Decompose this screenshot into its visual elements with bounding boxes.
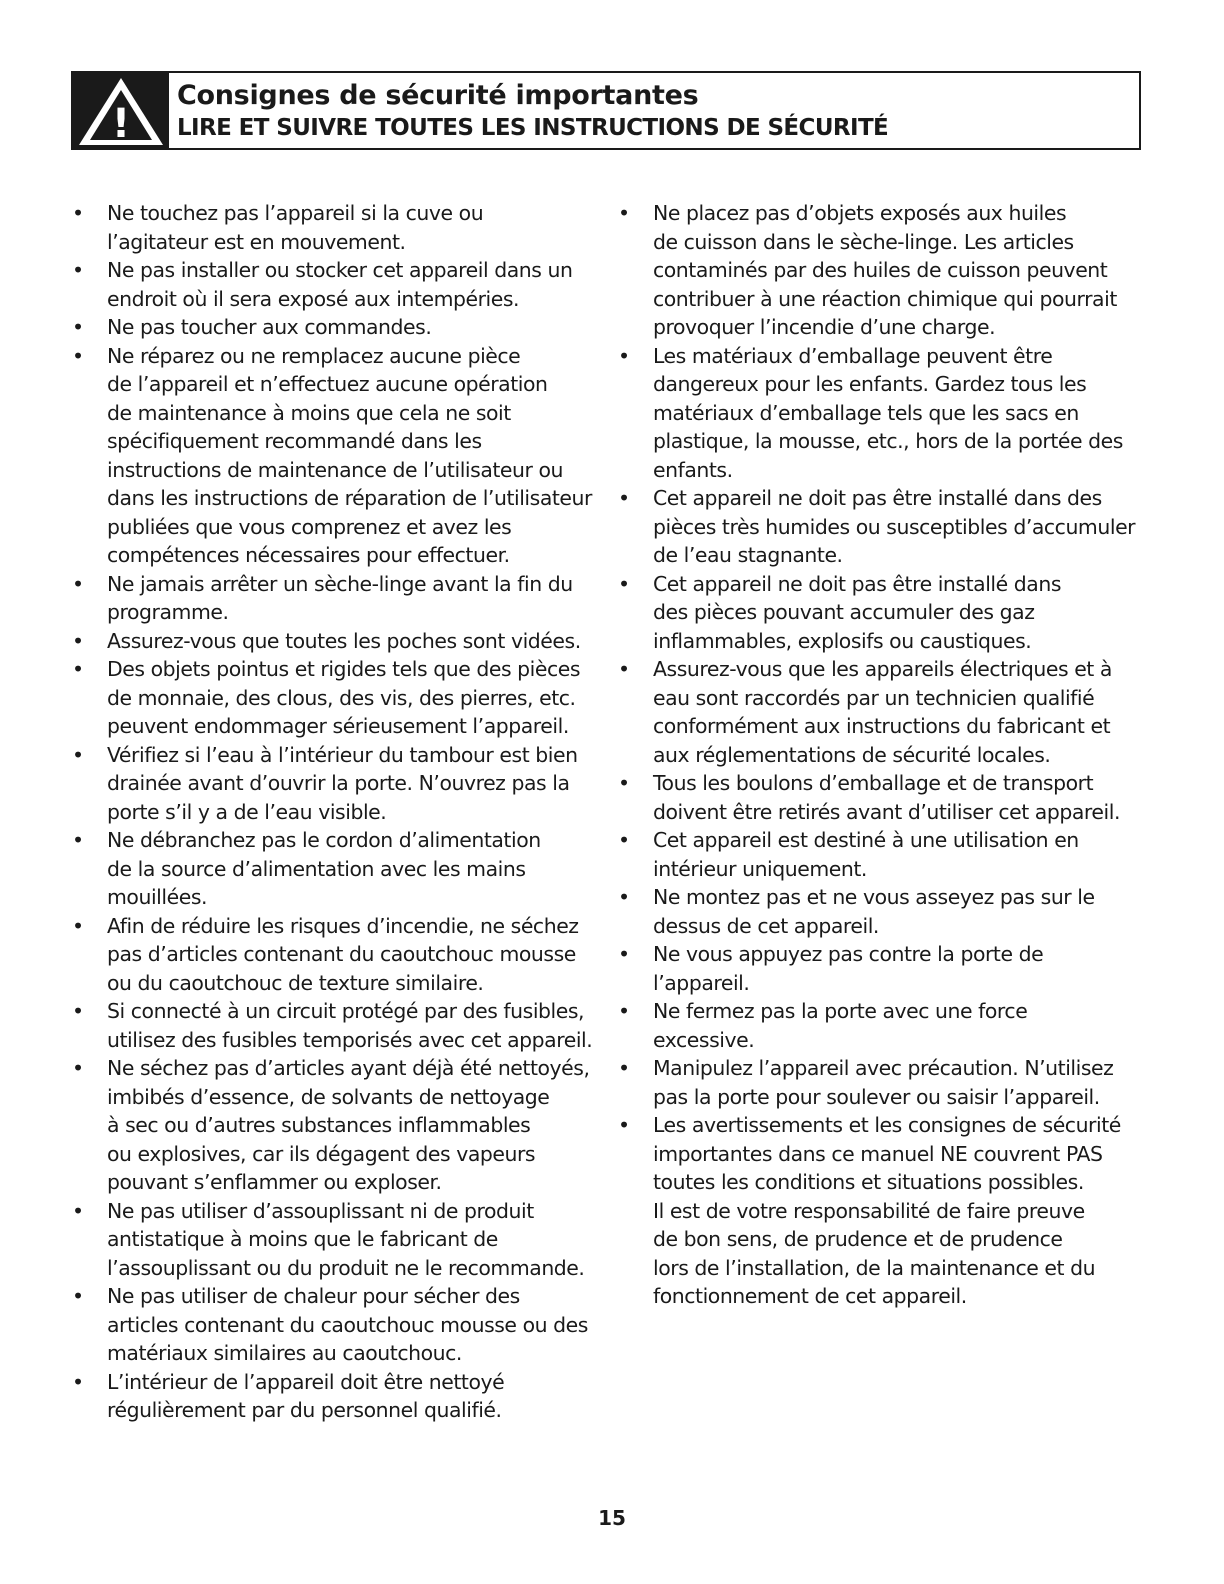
instruction-line: aux réglementations de sécurité locales. (653, 742, 1051, 767)
page-number: 15 (598, 1506, 626, 1530)
instruction-line: Ne vous appuyez pas contre la porte de (653, 942, 1044, 966)
safety-instruction (614, 826, 1154, 883)
instruction-line: de monnaie, des clous, des vis, des pierres, etc. (107, 685, 576, 710)
instruction-line: Cet appareil est destiné à une utilisation en (653, 828, 1079, 852)
safety-instruction (614, 484, 1154, 570)
safety-instruction (614, 199, 1154, 342)
instruction-line: contribuer à une réaction chimique qui pourrait (653, 286, 1117, 311)
instruction-line: Cet appareil ne doit pas être installé dans (653, 571, 1062, 596)
instruction-line: publiées que vous comprenez et avez les (107, 514, 512, 539)
instruction-line: Ne débranchez pas le cordon d’alimentation (107, 828, 541, 852)
instruction-line: Ne jamais arrêter un sèche-linge avant la fin du (107, 571, 573, 596)
instruction-line: Ne pas toucher aux commandes. (107, 315, 432, 339)
instruction-line: pas la porte pour soulever ou saisir l’appareil. (653, 1084, 1100, 1109)
instruction-line: ou explosives, car ils dégagent des vapeurs (107, 1141, 536, 1166)
instruction-line: doivent être retirés avant d’utiliser cet appareil. (653, 799, 1120, 824)
bullet-icon: • (72, 343, 84, 368)
bullet-icon: • (618, 1056, 630, 1080)
instruction-line: eau sont raccordés par un technicien qualifié (653, 685, 1095, 710)
instruction-line: l’assouplissant ou du produit ne le recommande. (107, 1255, 585, 1280)
instruction-line: Ne placez pas d’objets exposés aux huiles (653, 201, 1067, 225)
safety-instruction (68, 997, 608, 1054)
bullet-icon: • (618, 657, 630, 681)
instruction-line: Cet appareil ne doit pas être installé dans des (653, 486, 1102, 510)
bullet-icon: • (618, 885, 630, 909)
safety-instruction (68, 1368, 608, 1425)
instruction-line: mouillées. (107, 885, 208, 909)
instruction-line: de l’eau stagnante. (653, 543, 843, 567)
instruction-line: de l’appareil et n’effectuez aucune opération (107, 372, 548, 396)
instruction-line: Si connecté à un circuit protégé par des fusibles, (107, 999, 585, 1023)
exclamation-glyph: ! (111, 101, 131, 147)
instruction-line: régulièrement par du personnel qualifié. (107, 1398, 502, 1422)
safety-instruction (614, 883, 1154, 940)
safety-instruction (68, 342, 608, 570)
safety-instruction (614, 655, 1154, 769)
safety-instruction (68, 741, 608, 827)
instruction-line: dans les instructions de réparation de l’utilisateur (107, 486, 592, 510)
safety-instruction (68, 1054, 608, 1197)
instruction-line: de bon sens, de prudence et de prudence (653, 1227, 1063, 1251)
safety-instruction (614, 1054, 1154, 1111)
bullet-icon: • (618, 828, 630, 852)
safety-instruction (614, 570, 1154, 656)
instruction-line: fonctionnement de cet appareil. (653, 1284, 967, 1308)
instruction-line: lors de l’installation, de la maintenance et du (653, 1255, 1096, 1280)
bullet-icon: • (618, 1113, 630, 1137)
bullet-icon: • (618, 486, 630, 510)
bullet-icon: • (72, 315, 84, 339)
instruction-line: à sec ou d’autres substances inflammables (107, 1113, 531, 1137)
bullet-icon: • (72, 828, 84, 852)
safety-instruction (68, 199, 608, 256)
instruction-line: antistatique à moins que le fabricant de (107, 1227, 498, 1251)
instruction-line: conformément aux instructions du fabricant et (653, 714, 1111, 738)
bullet-icon: • (72, 999, 84, 1023)
bullet-icon: • (72, 742, 84, 767)
instruction-line: dangereux pour les enfants. Gardez tous les (653, 372, 1087, 396)
instruction-line: Manipulez l’appareil avec précaution. N’utilisez (653, 1056, 1114, 1080)
safety-instruction (68, 826, 608, 912)
safety-instruction (68, 570, 608, 627)
instruction-line: de la source d’alimentation avec les mains (107, 856, 526, 881)
bullet-icon: • (72, 1198, 84, 1223)
bullet-icon: • (618, 201, 630, 225)
safety-instruction (68, 1282, 608, 1368)
warning-triangle-icon (73, 73, 169, 148)
instruction-line: endroit où il sera exposé aux intempéries. (107, 286, 520, 311)
instruction-line: l’agitateur est en mouvement. (107, 229, 406, 254)
instruction-line: Ne fermez pas la porte avec une force (653, 999, 1028, 1023)
instruction-line: de maintenance à moins que cela ne soit (107, 400, 511, 425)
instruction-line: Tous les boulons d’emballage et de transport (653, 771, 1094, 795)
page-title: Consignes de sécurité importantes (177, 80, 699, 111)
page-subtitle: LIRE ET SUIVRE TOUTES LES INSTRUCTIONS DE SÉCURITÉ (177, 115, 889, 141)
instruction-line: instructions de maintenance de l’utilisateur ou (107, 457, 564, 482)
instruction-line: Afin de réduire les risques d’incendie, ne séchez (107, 913, 579, 938)
bullet-icon: • (72, 913, 84, 938)
bullet-icon: • (618, 571, 630, 596)
safety-instruction (68, 313, 608, 342)
safety-instruction (614, 1111, 1154, 1311)
instruction-line: intérieur uniquement. (653, 856, 867, 881)
instruction-line: Il est de votre responsabilité de faire preuve (653, 1198, 1085, 1223)
instruction-line: Les avertissements et les consignes de sécurité (653, 1113, 1121, 1137)
instruction-line: toutes les conditions et situations possibles. (653, 1170, 1084, 1194)
bullet-icon: • (618, 942, 630, 966)
instruction-line: compétences nécessaires pour effectuer. (107, 543, 510, 567)
instruction-line: des pièces pouvant accumuler des gaz (653, 600, 1035, 624)
safety-instruction (614, 769, 1154, 826)
instruction-line: drainée avant d’ouvrir la porte. N’ouvrez pas la (107, 771, 570, 795)
instruction-line: imbibés d’essence, de solvants de nettoyage (107, 1084, 550, 1109)
safety-instruction (68, 627, 608, 656)
safety-instruction (68, 1197, 608, 1283)
instruction-line: spécifiquement recommandé dans les (107, 429, 482, 453)
instruction-line: Ne pas installer ou stocker cet appareil dans un (107, 258, 573, 282)
instruction-line: Assurez-vous que toutes les poches sont vidées. (107, 628, 581, 653)
safety-instruction (68, 912, 608, 998)
bullet-icon: • (618, 771, 630, 795)
instruction-line: contaminés par des huiles de cuisson peuvent (653, 258, 1108, 282)
instruction-line: importantes dans ce manuel NE couvrent PAS (653, 1141, 1103, 1166)
bullet-icon: • (72, 1369, 84, 1394)
instruction-line: plastique, la mousse, etc., hors de la portée des (653, 429, 1123, 453)
safety-instruction (614, 997, 1154, 1054)
safety-header (71, 71, 1141, 150)
instruction-line: enfants. (653, 457, 733, 482)
instruction-line: inflammables, explosifs ou caustiques. (653, 628, 1032, 653)
bullet-icon: • (72, 657, 84, 681)
instruction-line: excessive. (653, 1027, 755, 1052)
warning-icon-block (73, 73, 169, 148)
instruction-line: pas d’articles contenant du caoutchouc mousse (107, 942, 576, 966)
instruction-line: pouvant s’enflammer ou exploser. (107, 1170, 442, 1194)
instruction-line: programme. (107, 600, 229, 624)
instruction-line: l’appareil. (653, 970, 750, 995)
instruction-line: articles contenant du caoutchouc mousse ou des (107, 1312, 588, 1337)
instruction-line: matériaux similaires au caoutchouc. (107, 1341, 462, 1365)
instruction-line: matériaux d’emballage tels que les sacs en (653, 400, 1079, 425)
bullet-icon: • (72, 628, 84, 653)
safety-instruction (614, 940, 1154, 997)
instruction-line: pièces très humides ou susceptibles d’accumuler (653, 514, 1136, 539)
instruction-line: Ne montez pas et ne vous asseyez pas sur le (653, 885, 1095, 909)
instruction-line: Les matériaux d’emballage peuvent être (653, 343, 1053, 368)
safety-instruction (68, 655, 608, 741)
left-column-list (68, 199, 608, 1425)
instruction-line: utilisez des fusibles temporisés avec cet appareil. (107, 1027, 593, 1052)
bullet-icon: • (72, 1284, 84, 1308)
instruction-line: provoquer l’incendie d’une charge. (653, 315, 996, 339)
safety-instruction (68, 256, 608, 313)
instruction-line: Ne pas utiliser d’assouplissant ni de produit (107, 1198, 534, 1223)
instruction-line: Ne touchez pas l’appareil si la cuve ou (107, 201, 484, 225)
instruction-line: porte s’il y a de l’eau visible. (107, 799, 387, 824)
instruction-line: Ne réparez ou ne remplacez aucune pièce (107, 343, 521, 368)
bullet-icon: • (72, 1056, 84, 1080)
instruction-line: ou du caoutchouc de texture similaire. (107, 970, 484, 995)
bullet-icon: • (72, 201, 84, 225)
safety-instruction (614, 342, 1154, 485)
instruction-line: dessus de cet appareil. (653, 913, 879, 938)
bullet-icon: • (72, 571, 84, 596)
bullet-icon: • (618, 999, 630, 1023)
bullet-icon: • (72, 258, 84, 282)
instruction-line: Des objets pointus et rigides tels que des pièces (107, 657, 581, 681)
instruction-line: Ne pas utiliser de chaleur pour sécher des (107, 1284, 520, 1308)
instruction-line: Ne séchez pas d’articles ayant déjà été nettoyés, (107, 1056, 590, 1080)
instruction-line: Vérifiez si l’eau à l’intérieur du tambour est bien (107, 742, 578, 767)
instruction-line: L’intérieur de l’appareil doit être nettoyé (107, 1369, 505, 1394)
instruction-line: peuvent endommager sérieusement l’appareil. (107, 714, 569, 738)
instruction-line: Assurez-vous que les appareils électriques et à (653, 657, 1112, 681)
header-text (177, 79, 1131, 143)
bullet-icon: • (618, 343, 630, 368)
right-column-list (614, 199, 1154, 1311)
instruction-line: de cuisson dans le sèche-linge. Les articles (653, 229, 1074, 254)
